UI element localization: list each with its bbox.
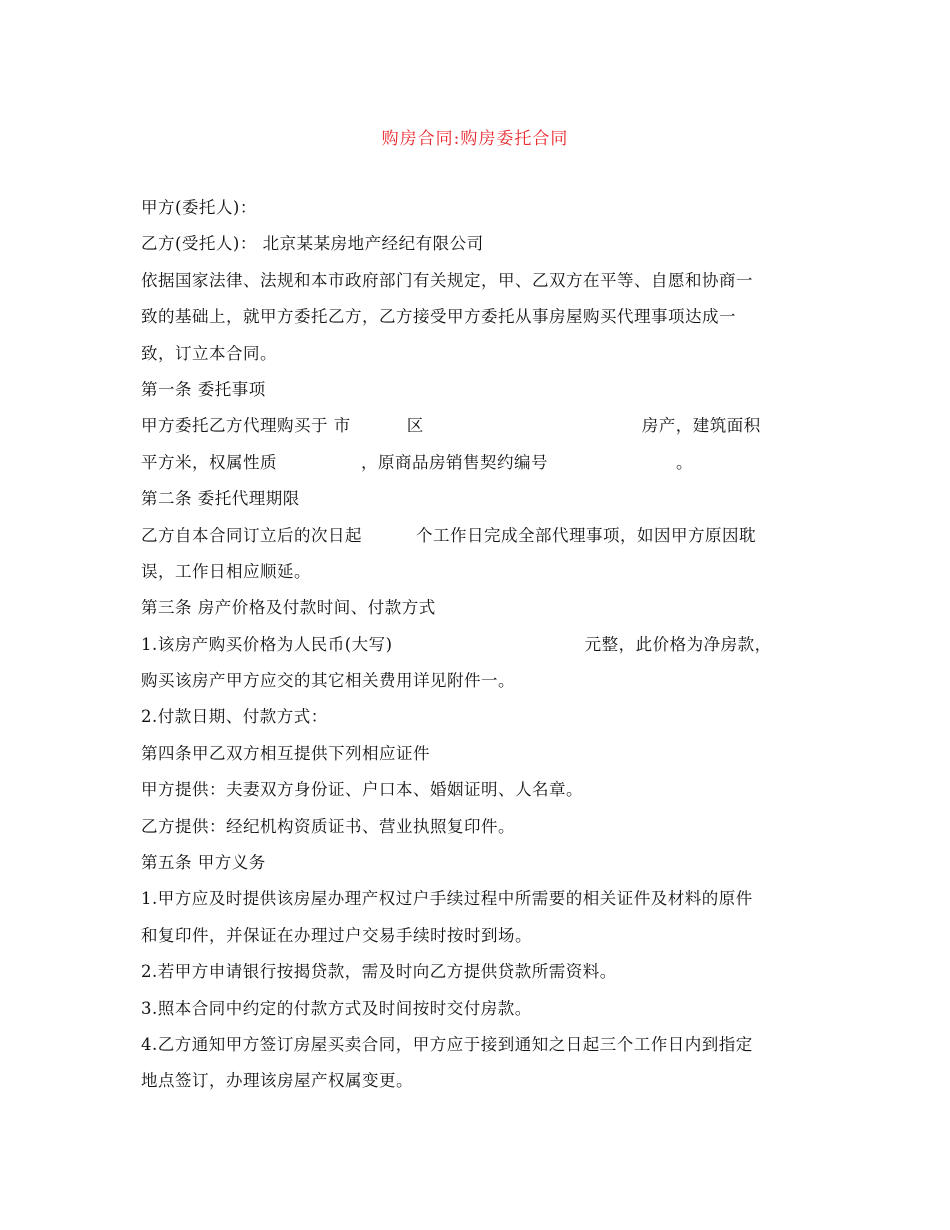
article-3-text-a: 1.该房产购买价格为人民币(大写) xyxy=(141,634,393,654)
article-3-line-3: 2.付款日期、付款方式： xyxy=(141,707,328,727)
article-2-line-2: 误，工作日相应顺延。 xyxy=(141,561,311,581)
article-2-text-a: 乙方自本合同订立后的次日起 xyxy=(141,525,362,545)
article-3-line-2: 购买该房产甲方应交的其它相关费用详见附件一。 xyxy=(141,671,515,691)
article-5-heading: 第五条 甲方义务 xyxy=(141,853,266,873)
article-5-line-1: 1.甲方应及时提供该房屋办理产权过户手续过程中所需要的相关证件及材料的原件 xyxy=(141,889,753,909)
article-4-line-2: 乙方提供：经纪机构资质证书、营业执照复印件。 xyxy=(141,816,515,836)
article-1-text-d: 平方米，权属性质 xyxy=(141,452,277,472)
article-5-line-3: 2.若甲方申请银行按揭贷款，需及时向乙方提供贷款所需资料。 xyxy=(141,962,617,982)
article-2-line-1 xyxy=(141,524,821,560)
article-1-text-a: 甲方委托乙方代理购买于 市 xyxy=(141,416,351,436)
preamble-line-2: 致的基础上，就甲方委托乙方，乙方接受甲方委托从事房屋购买代理事项达成一 xyxy=(141,307,736,327)
article-5-line-6: 地点签订，办理该房屋产权属变更。 xyxy=(141,1071,413,1091)
article-5-line-5: 4.乙方通知甲方签订房屋买卖合同，甲方应于接到通知之日起三个工作日内到指定 xyxy=(141,1034,753,1054)
article-1-text-e: ，原商品房销售契约编号 xyxy=(361,452,548,472)
article-1-line-2 xyxy=(141,451,821,487)
document-body xyxy=(141,196,821,1106)
preamble-line-3: 致，订立本合同。 xyxy=(141,343,277,363)
article-1-text-b: 区 xyxy=(406,416,424,436)
article-5-line-4: 3.照本合同中约定的付款方式及时间按时交付房款。 xyxy=(141,998,532,1018)
article-5-line-2: 和复印件，并保证在办理过户交易手续时按时到场。 xyxy=(141,925,532,945)
article-1-text-c: 房产，建筑面积 xyxy=(641,416,761,436)
preamble-line-1: 依据国家法律、法规和本市政府部门有关规定，甲、乙双方在平等、自愿和协商一 xyxy=(141,270,753,290)
party-b-line: 乙方(受托人)： 北京某某房地产经纪有限公司 xyxy=(141,234,484,254)
document-title: 购房合同:购房委托合同 xyxy=(381,129,569,149)
article-1-heading: 第一条 委托事项 xyxy=(141,379,266,399)
article-3-text-b: 元整，此价格为净房款， xyxy=(584,634,772,654)
article-2-text-b: 个工作日完成全部代理事项，如因甲方原因耽 xyxy=(416,525,756,545)
article-2-heading: 第二条 委托代理期限 xyxy=(141,489,300,509)
article-3-line-1 xyxy=(141,633,821,669)
article-3-heading: 第三条 房产价格及付款时间、付款方式 xyxy=(141,598,436,618)
article-4-heading: 第四条甲乙双方相互提供下列相应证件 xyxy=(141,743,430,763)
article-4-line-1: 甲方提供：夫妻双方身份证、户口本、婚姻证明、人名章。 xyxy=(141,780,583,800)
article-1-text-f: 。 xyxy=(676,452,693,472)
party-a-line: 甲方(委托人)： xyxy=(141,198,257,217)
article-1-line-1 xyxy=(141,414,821,450)
